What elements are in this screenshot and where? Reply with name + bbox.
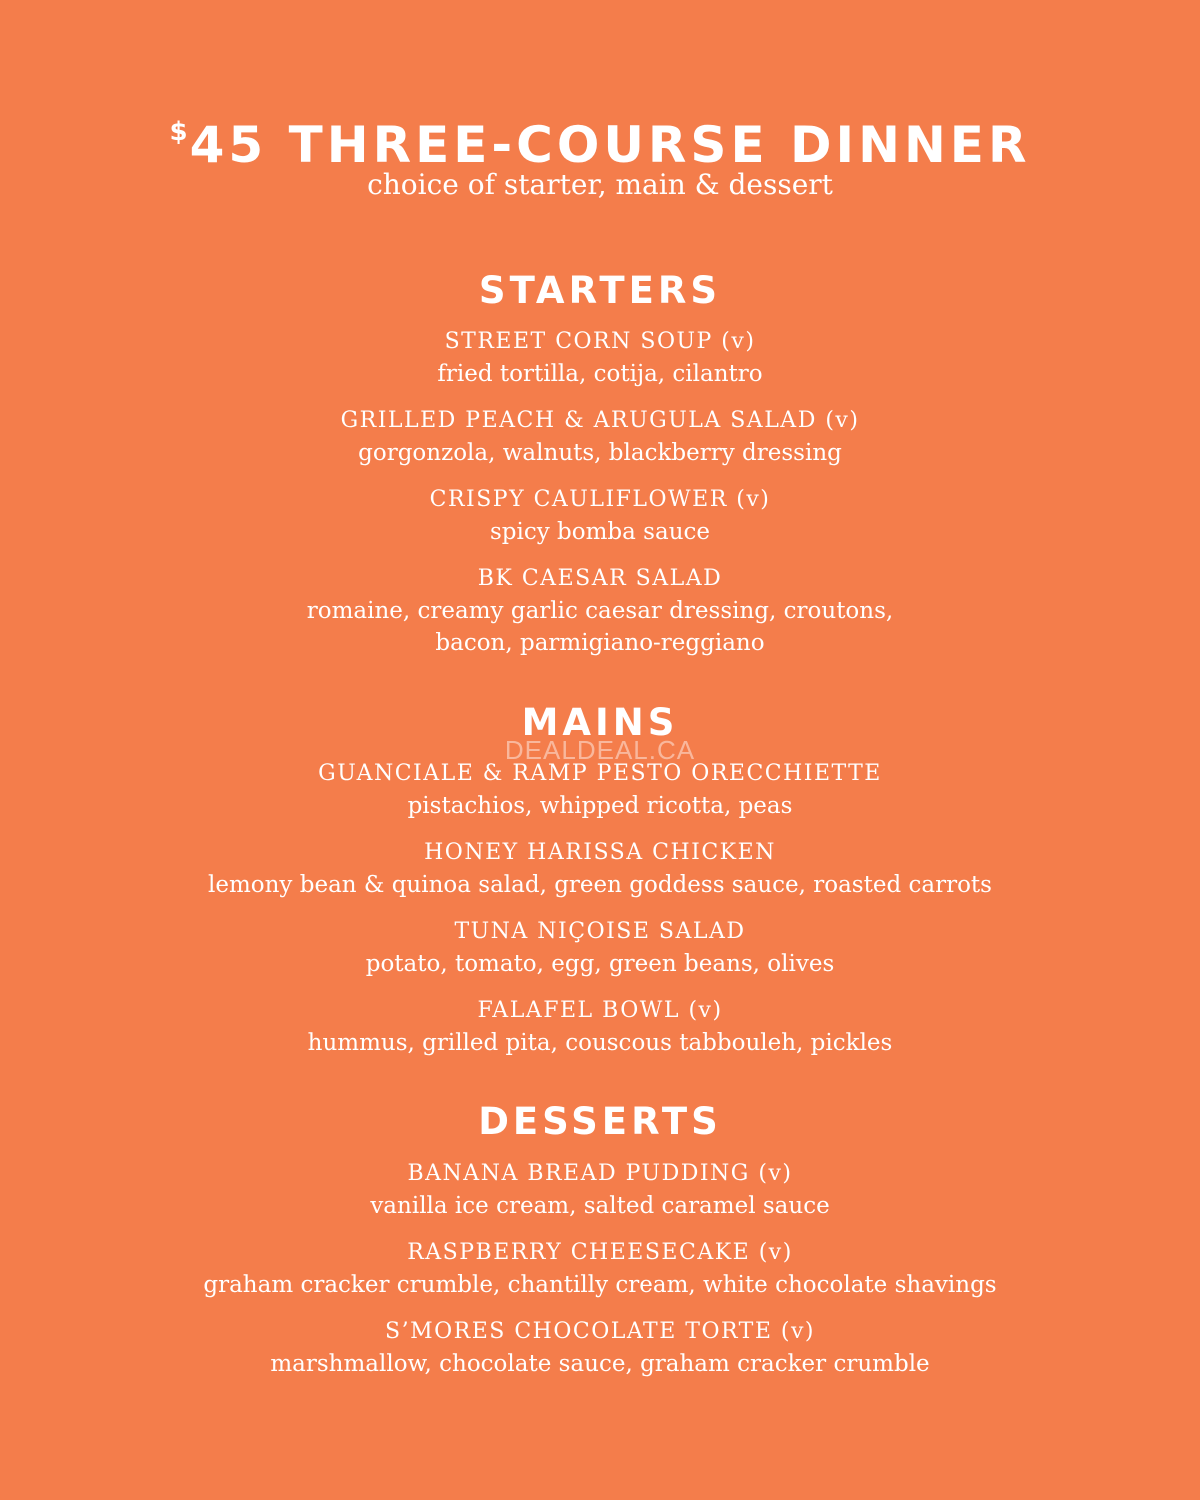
menu-item bbox=[0, 1316, 1200, 1380]
menu-item bbox=[0, 405, 1200, 469]
menu-item-name: CRISPY CAULIFLOWER (v) bbox=[429, 487, 771, 512]
menu-item-description: hummus, grilled pita, couscous tabbouleh, pickles bbox=[307, 1030, 893, 1056]
section-heading-starters: STARTERS bbox=[478, 269, 722, 312]
menu-item-name: GRILLED PEACH & ARUGULA SALAD (v) bbox=[340, 408, 860, 433]
menu-title-text: 45 THREE-COURSE DINNER bbox=[189, 116, 1031, 174]
menu-item-description: gorgonzola, walnuts, blackberry dressing bbox=[358, 440, 842, 466]
menu-item-name: STREET CORN SOUP (v) bbox=[444, 329, 756, 354]
menu-item-description: marshmallow, chocolate sauce, graham cracker crumble bbox=[270, 1351, 930, 1377]
menu-item-description: romaine, creamy garlic caesar dressing, croutons, bacon, parmigiano-reggiano bbox=[306, 598, 894, 656]
currency-symbol: $ bbox=[169, 117, 188, 147]
section-heading-desserts: DESSERTS bbox=[478, 1100, 722, 1143]
menu-item bbox=[0, 758, 1200, 822]
menu-item bbox=[0, 916, 1200, 980]
menu-item bbox=[0, 995, 1200, 1059]
menu-item-name: TUNA NIÇOISE SALAD bbox=[454, 919, 746, 944]
menu-item-description: potato, tomato, egg, green beans, olives bbox=[365, 951, 835, 977]
menu-item-description: graham cracker crumble, chantilly cream, white chocolate shavings bbox=[203, 1272, 997, 1298]
menu-item-description: lemony bean & quinoa salad, green goddess sauce, roasted carrots bbox=[208, 872, 992, 898]
menu-item-description: vanilla ice cream, salted caramel sauce bbox=[370, 1193, 830, 1219]
menu-item-name: BANANA BREAD PUDDING (v) bbox=[407, 1161, 793, 1186]
menu-item-name: RASPBERRY CHEESECAKE (v) bbox=[407, 1240, 793, 1265]
menu-item-name: FALAFEL BOWL (v) bbox=[477, 998, 723, 1023]
menu-item-name: BK CAESAR SALAD bbox=[477, 566, 723, 591]
menu-subtitle: choice of starter, main & dessert bbox=[367, 168, 833, 201]
menu-item bbox=[0, 563, 1200, 659]
menu-item-name: S’MORES CHOCOLATE TORTE (v) bbox=[385, 1319, 815, 1344]
menu-item-name: HONEY HARISSA CHICKEN bbox=[424, 840, 776, 865]
menu-item bbox=[0, 1158, 1200, 1222]
watermark-text: DEALDEAL.CA bbox=[504, 735, 696, 765]
menu-item bbox=[0, 484, 1200, 548]
menu-item-description: fried tortilla, cotija, cilantro bbox=[437, 361, 763, 387]
menu-item-description: spicy bomba sauce bbox=[489, 519, 711, 545]
menu-item bbox=[0, 1237, 1200, 1301]
menu-item-name: GUANCIALE & RAMP PESTO ORECCHIETTE bbox=[318, 761, 882, 786]
menu-item bbox=[0, 837, 1200, 901]
menu-item-description: pistachios, whipped ricotta, peas bbox=[407, 793, 793, 819]
menu-item bbox=[0, 326, 1200, 390]
section-heading-mains: MAINS bbox=[521, 701, 679, 744]
